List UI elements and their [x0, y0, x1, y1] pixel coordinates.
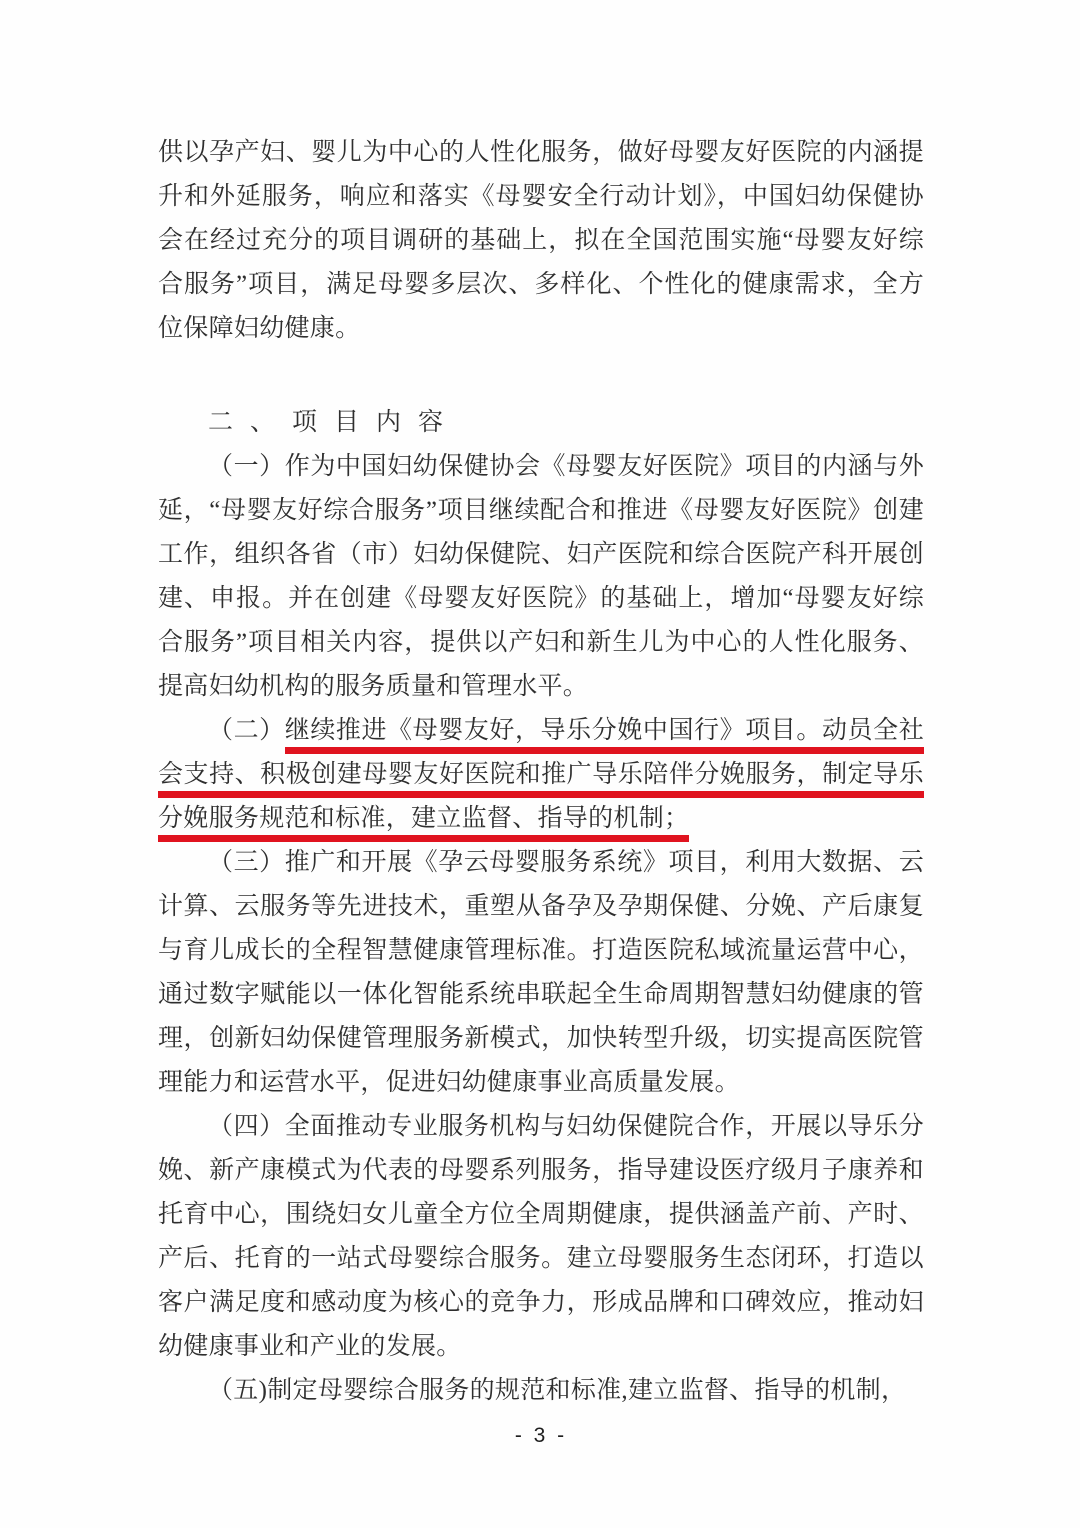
- item-3-paragraph: （三）推广和开展《孕云母婴服务系统》项目，利用大数据、云计算、云服务等先进技术，重塑从备孕及孕期保健、分娩、产后康复与育儿成长的全程智慧健康管理标准。打造医院私域流量运营中心，通过数字赋能以一体化智能系统串联起全生命周期智慧妇幼健康的管理，创新妇幼保健管理服务新模式，加快转型升级，切实提高医院管理能力和运营水平，促进妇幼健康事业高质量发展。: [158, 849, 924, 1096]
- item-5-paragraph: （五)制定母婴综合服务的规范和标准,建立监督、指导的机制，: [208, 1377, 907, 1404]
- item-2-line-1: [158, 709, 924, 753]
- item-2-line-2: [158, 753, 924, 797]
- red-underlined-text: 分娩服务规范和标准，建立监督、指导的机制；: [158, 805, 689, 842]
- page-number: - 3 -: [514, 1424, 568, 1447]
- item-4-paragraph: （四）全面推动专业服务机构与妇幼保健院合作，开展以导乐分娩、新产康模式为代表的母婴系列服务，指导建设医疗级月子康养和托育中心，围绕妇女儿童全方位全周期健康，提供涵盖产前、产时、产后、托育的一站式母婴综合服务。建立母婴服务生态闭环，打造以客户满足度和感动度为核心的竞争力，形成品牌和口碑效应，推动妇幼健康事业和产业的发展。: [158, 1113, 924, 1360]
- item-2-line-3: [158, 797, 924, 841]
- item-2-number: （二）: [208, 717, 285, 744]
- section-heading: 二、项目内容: [208, 409, 461, 436]
- continuation-paragraph: 供以孕产妇、婴儿为中心的人性化服务，做好母婴友好医院的内涵提升和外延服务，响应和落实《母婴安全行动计划》，中国妇幼保健协会在经过充分的项目调研的基础上，拟在全国范围实施“母婴友好综合服务”项目，满足母婴多层次、多样化、个性化的健康需求，全方位保障妇幼健康。: [158, 139, 924, 342]
- item-1-paragraph: （一）作为中国妇幼保健协会《母婴友好医院》项目的内涵与外延，“母婴友好综合服务”项目继续配合和推进《母婴友好医院》创建工作，组织各省（市）妇幼保健院、妇产医院和综合医院产科开展创建、申报。并在创建《母婴友好医院》的基础上，增加“母婴友好综合服务”项目相关内容，提供以产妇和新生儿为中心的人性化服务、提高妇幼机构的服务质量和管理水平。: [158, 453, 924, 700]
- document-body: [158, 131, 924, 1458]
- red-underlined-text: 会支持、积极创建母婴友好医院和推广导乐陪伴分娩服务，制定导乐: [158, 761, 924, 798]
- red-underlined-text: 继续推进《母婴友好，导乐分娩中国行》项目。动员全社: [285, 717, 924, 754]
- item-2-paragraph: [158, 709, 924, 841]
